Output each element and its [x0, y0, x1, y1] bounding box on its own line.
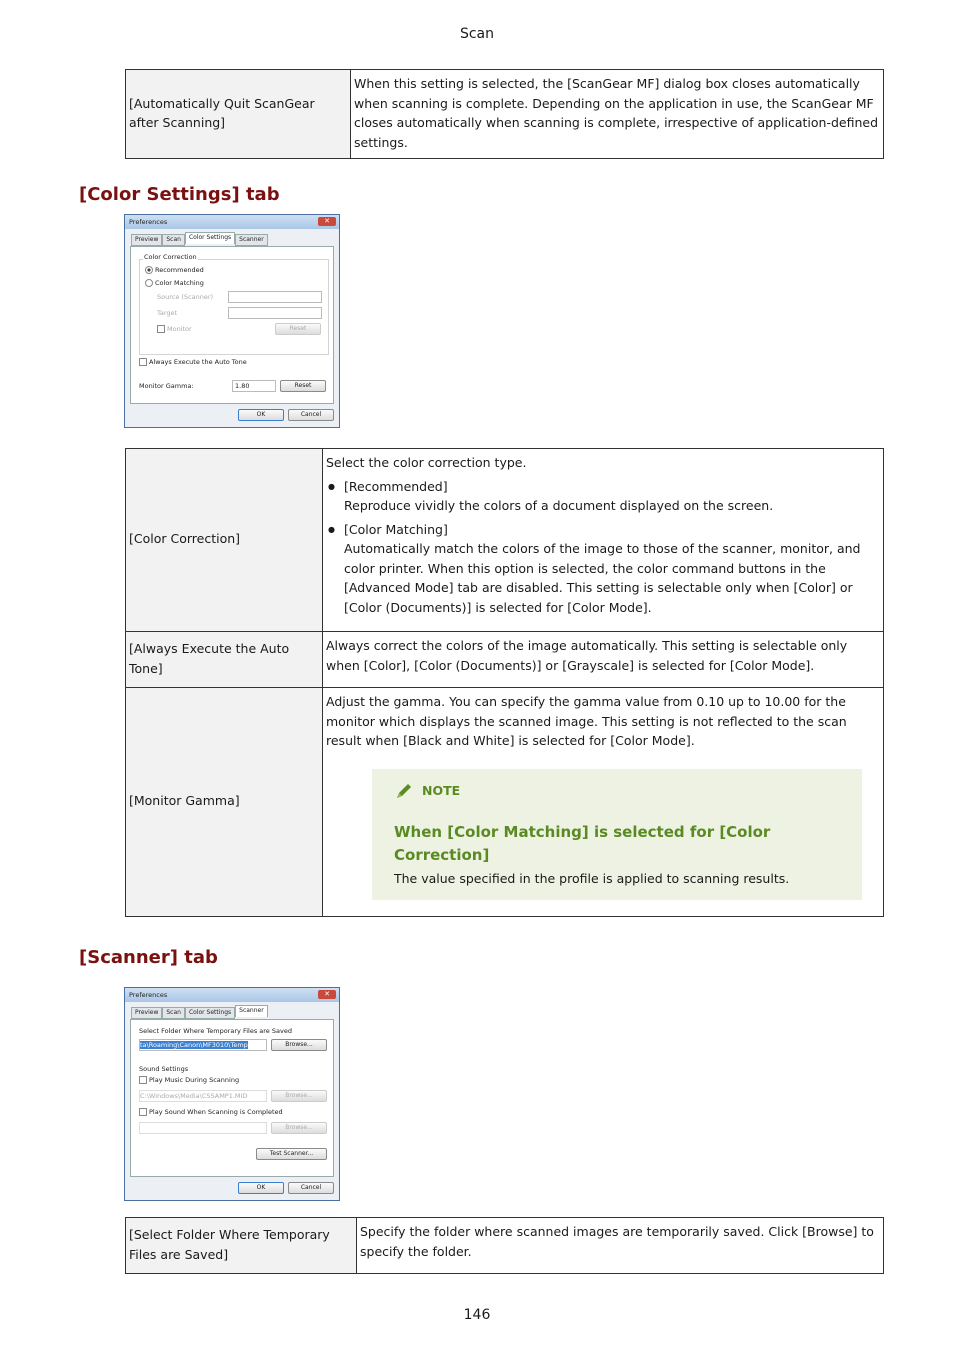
- color-correction-label: Color Correction: [144, 253, 197, 261]
- pencil-icon: [394, 781, 414, 801]
- cancel-button[interactable]: Cancel: [288, 409, 334, 421]
- dialog-title: Preferences: [129, 991, 168, 999]
- list-item: [326, 477, 880, 516]
- dialog-titlebar: [125, 988, 339, 1002]
- sound-path-input[interactable]: [139, 1122, 267, 1134]
- setting-description: [323, 449, 884, 632]
- note-label: NOTE: [422, 782, 461, 798]
- source-label: Source (Scanner): [157, 293, 214, 301]
- table-row: [126, 449, 884, 632]
- bullet-title: ● [Color Matching]: [344, 521, 448, 537]
- color-settings-heading: [Color Settings] tab: [79, 184, 280, 205]
- tab-scan[interactable]: Scan: [162, 1007, 185, 1019]
- dialog-title: Preferences: [129, 218, 168, 226]
- play-music-checkbox[interactable]: [139, 1076, 239, 1084]
- sound-settings-label: Sound Settings: [139, 1065, 189, 1073]
- music-path-input[interactable]: C:\Windows\Media\CSSAMP1.MID: [139, 1090, 267, 1102]
- note-body: The value specified in the profile is applied to scanning results.: [394, 870, 790, 886]
- source-select[interactable]: [228, 291, 322, 303]
- gamma-label: Monitor Gamma:: [139, 382, 194, 390]
- note-title: When [Color Matching] is selected for [Color Correction]: [394, 822, 771, 864]
- target-label: Target: [157, 309, 178, 317]
- dialog-titlebar: [125, 215, 339, 229]
- list-item: [326, 520, 880, 618]
- checkbox-label: Play Sound When Scanning is Completed: [149, 1108, 283, 1116]
- play-sound-checkbox[interactable]: [139, 1108, 283, 1116]
- close-icon[interactable]: ✕: [318, 990, 336, 999]
- ok-button[interactable]: OK: [238, 1182, 284, 1194]
- tab-color-settings[interactable]: Color Settings: [185, 1007, 235, 1019]
- reset-button-disabled[interactable]: Reset: [275, 323, 321, 335]
- target-select[interactable]: [228, 307, 322, 319]
- radio-label: Recommended: [155, 266, 204, 274]
- table-row: [126, 632, 884, 688]
- bullet-title: ● [Recommended]: [344, 478, 448, 494]
- auto-quit-table: [125, 69, 884, 159]
- table-row: [126, 688, 884, 917]
- test-scanner-button[interactable]: Test Scanner...: [256, 1148, 327, 1160]
- browse-button-disabled[interactable]: Browse...: [271, 1122, 327, 1134]
- setting-description: When this setting is selected, the [ScanGear MF] dialog box closes automatically when scanning is complete. Depending on the application in use, the ScanGear MF closes automatically when scanning is complete, irrespective of application-defined settings.: [351, 70, 884, 159]
- auto-tone-checkbox[interactable]: [139, 358, 247, 366]
- scanner-heading: [Scanner] tab: [79, 947, 218, 968]
- radio-label: Color Matching: [155, 279, 204, 287]
- setting-description: Always correct the colors of the image automatically. This setting is selectable only when [Color], [Color (Documents)] or [Grayscale] is selected for [Color Mode].: [323, 632, 884, 688]
- radio-color-matching[interactable]: [145, 279, 204, 287]
- setting-description: [323, 688, 884, 917]
- monitor-checkbox[interactable]: [157, 325, 192, 333]
- checkbox-icon: [139, 1076, 147, 1084]
- checkbox-icon: [139, 358, 147, 366]
- bullet-text: Automatically match the colors of the image to those of the scanner, monitor, and color printer. When this option is selected, the color command buttons in the [Advanced Mode] tab are disabled. This setting is selectable only when [Color] or [Color (Documents)] is selected for [Color Mode].: [344, 541, 861, 615]
- page-number: 146: [463, 1307, 491, 1323]
- browse-button-disabled[interactable]: Browse...: [271, 1090, 327, 1102]
- note-box: [372, 769, 862, 901]
- table-row: [126, 70, 884, 159]
- setting-name: [Always Execute the Auto Tone]: [126, 632, 323, 688]
- setting-name: [Monitor Gamma]: [126, 688, 323, 917]
- tab-color-settings[interactable]: Color Settings: [185, 232, 235, 244]
- scanner-table: [125, 1217, 884, 1274]
- tab-preview[interactable]: Preview: [131, 234, 162, 246]
- gamma-reset-button[interactable]: Reset: [280, 380, 326, 392]
- row-text: Adjust the gamma. You can specify the gamma value from 0.10 up to 10.00 for the monitor which displays the scanned image. This setting is not reflected to the scan result when [Black and White] is selected for [Color Mode].: [326, 694, 847, 748]
- cancel-button[interactable]: Cancel: [288, 1182, 334, 1194]
- setting-name: [Color Correction]: [126, 449, 323, 632]
- ok-button[interactable]: OK: [238, 409, 284, 421]
- checkbox-icon: [139, 1108, 147, 1116]
- row-intro: Select the color correction type.: [326, 455, 527, 470]
- folder-path-input[interactable]: [139, 1039, 267, 1051]
- close-icon[interactable]: ✕: [318, 217, 336, 226]
- tab-scan[interactable]: Scan: [162, 234, 185, 246]
- checkbox-label: Monitor: [167, 325, 192, 333]
- scanner-dialog: [124, 987, 340, 1201]
- note-header: [394, 781, 840, 801]
- dialog-tabs: [131, 234, 268, 246]
- setting-name: [Automatically Quit ScanGear after Scanning]: [126, 70, 351, 159]
- checkbox-icon: [157, 325, 165, 333]
- tab-scanner[interactable]: Scanner: [235, 234, 268, 246]
- folder-label: Select Folder Where Temporary Files are Saved: [139, 1027, 292, 1035]
- checkbox-label: Play Music During Scanning: [149, 1076, 240, 1084]
- gamma-input[interactable]: 1.80: [232, 380, 276, 392]
- color-settings-dialog: [124, 214, 340, 428]
- checkbox-label: Always Execute the Auto Tone: [149, 358, 247, 366]
- tab-preview[interactable]: Preview: [131, 1007, 162, 1019]
- table-row: [126, 1218, 884, 1274]
- folder-path-text: ta\Roaming\Canon\MF3010\Temp: [140, 1041, 248, 1049]
- tab-panel: [130, 1019, 334, 1177]
- bullet-text: Reproduce vividly the colors of a document displayed on the screen.: [344, 498, 774, 513]
- setting-name: [Select Folder Where Temporary Files are Saved]: [126, 1218, 357, 1274]
- tab-scanner[interactable]: Scanner: [235, 1005, 268, 1017]
- radio-icon: [145, 279, 153, 287]
- radio-icon: [145, 266, 153, 274]
- running-header: Scan: [459, 26, 495, 42]
- tab-panel: [130, 246, 334, 404]
- dialog-tabs: [131, 1007, 268, 1019]
- browse-button[interactable]: Browse...: [271, 1039, 327, 1051]
- color-settings-table: [125, 448, 884, 917]
- radio-recommended[interactable]: [145, 266, 204, 274]
- setting-description: Specify the folder where scanned images are temporarily saved. Click [Browse] to specify the folder.: [357, 1218, 884, 1274]
